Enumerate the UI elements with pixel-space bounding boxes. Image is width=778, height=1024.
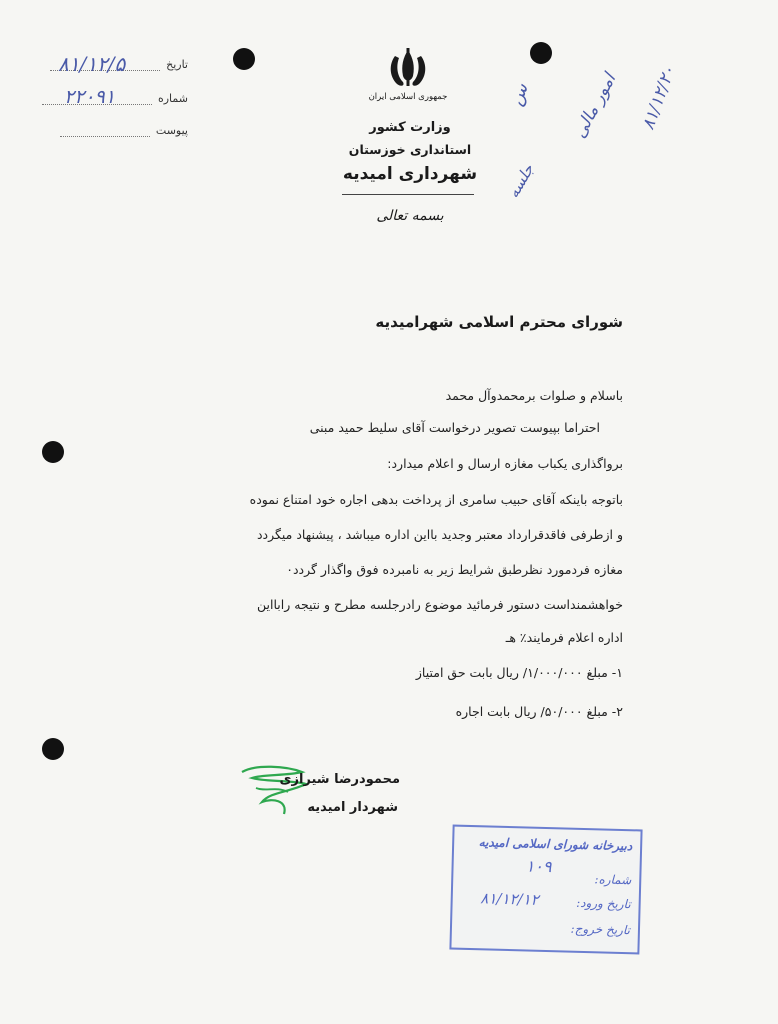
number-value: ۲۲۰۹۱ [64, 86, 116, 108]
stamp-title: دبیرخانه شورای اسلامی امیدیه [478, 835, 633, 854]
body-line: و ازطرفی فاقدقرارداد معتبر وجدید بااین اداره میباشد ، پیشنهاد میگردد [256, 527, 623, 542]
body-line: باتوجه باینکه آقای حبیب سامری از پرداخت بدهی اجاره خود امتناع نموده [249, 492, 623, 507]
emblem-icon [385, 46, 431, 90]
signer-name: محمودرضا شیرازی [279, 772, 400, 787]
header-divider [342, 194, 474, 195]
attachment-field [60, 124, 188, 137]
ministry-title: وزارت کشور [369, 120, 451, 135]
signature-icon [236, 762, 316, 822]
stamp-entry-value: ۸۱/۱۲/۱۲ [480, 889, 539, 909]
margin-note-1: س [505, 80, 533, 109]
body-line: مغازه فردمورد نظرطبق شرایط زیر به نامبرده فوق واگذار گردد٠ [286, 562, 623, 577]
body-line: برواگذاری یکباب مغازه ارسال و اعلام میدارد: [387, 456, 623, 471]
punch-hole [42, 441, 64, 463]
signer-title: شهردار امیدیه [307, 800, 398, 815]
municipality-title: شهرداری امیدیه [342, 164, 478, 184]
number-label: شماره [157, 92, 188, 105]
bismillah: بسمه تعالی [376, 208, 444, 224]
stamp-exit-label: تاریخ خروج: [570, 921, 631, 938]
date-value: ۸۱/۱۲/۵ [58, 52, 126, 76]
body-line: ۲- مبلغ ۵۰/۰۰۰/ ریال بابت اجاره [455, 704, 623, 719]
stamp-number-label: شماره: [594, 872, 632, 888]
date-label: تاریخ [166, 58, 188, 71]
addressee: شورای محترم اسلامی شهرامیدیه [375, 313, 623, 331]
body-line: باسلام و صلوات برمحمدوآل محمد [445, 388, 623, 403]
attachment-label: پیوست [155, 124, 188, 137]
punch-hole [42, 738, 64, 760]
body-line: ۱- مبلغ ۱/۰۰۰/۰۰۰/ ریال بابت حق امتیاز [415, 665, 623, 680]
received-stamp [449, 825, 642, 955]
governorate-title: استانداری خوزستان [348, 142, 472, 157]
body-line: احتراما بپیوست تصویر درخواست آقای سلیط حمید مبنی [309, 420, 600, 435]
margin-note-2: امور مالی [569, 70, 621, 142]
body-line: اداره اعلام فرمایند٪ هـ [505, 630, 623, 645]
stamp-number-value: ۱۰۹ [525, 856, 552, 877]
body-line: خواهشمنداست دستور فرمائید موضوع رادرجلسه مطرح و نتیجه رابااین [257, 597, 623, 612]
stamp-entry-label: تاریخ ورود: [576, 895, 631, 912]
punch-hole [233, 48, 255, 70]
emblem-caption: جمهوری اسلامی ایران [368, 92, 448, 102]
punch-hole [530, 42, 552, 64]
margin-note-4: ۸۱/۱۲/۲۰ [638, 63, 680, 133]
margin-note-3: جلسه [504, 161, 538, 201]
